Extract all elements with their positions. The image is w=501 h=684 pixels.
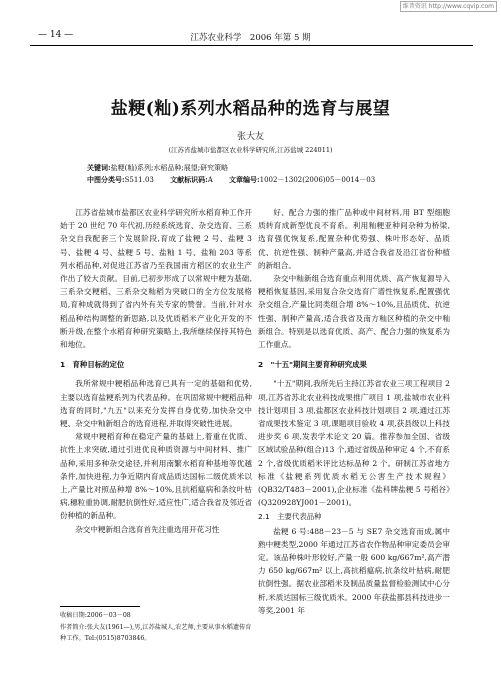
article-no-value: 1002－1302(2006)05－0014－03 xyxy=(259,176,376,184)
article-title: 盐粳(籼)系列水稻品种的选育与展望 xyxy=(110,99,391,119)
paragraph: 杂交中粳新组合选育首先注重选用开花习性 xyxy=(75,524,220,534)
paragraph: 我所常规中粳稻品种选育已具有一定的基础和优势,主要以选育盐粳系列为代表品种。在巩固常规中粳稻品种选育的同时,"九五"以来充分发挥自身优势,加快杂交中粳、杂交中籼新组合的选育进程,并取得突破性进展。 xyxy=(60,379,252,429)
paragraph: "十五"期间,我所先后主持江苏省农业三项工程项目 2 项,江苏省苏北农业科技成果推广项目 1 项,盐城市农业科技计划项目 3 项,盐都区农业科技计划项目 2 项,通过江苏省成果技术鉴定 3 项,课题项目验收 4 项,获县级以上科技进步奖 6 项,发表学术论文 20 篇。推荐参加全国、省级区域试验品种(组合)13 个,通过省级品种审定 4 个,不育系 2 个,省级优质稻米评比达标品种 2 个。研制江苏省地方标准《盐粳系列优质水稻无公害生产技术规程》(QB32/T483－2001),企业标准《盐科牌盐粳 5 号稻谷》(Q320928YJ001－2001)。 xyxy=(258,379,450,508)
keywords-line xyxy=(87,163,228,173)
left-column xyxy=(60,206,252,536)
watermark: 维普资讯 http://www.cqvip.com xyxy=(400,1,497,12)
received-date: 收稿日期:2006－03－08 xyxy=(60,612,131,619)
paragraph: 杂交中籼新组合选育重点利用优质、高产恢复源导入粳稻恢复基因,采用复合杂交选育广谱性恢复系,配置强优杂交组合,产量比同类组合增 8%～10%,且品质优、抗逆性强、制种产量高,适合我省及南方籼区种植的杂交中籼新组合。特别是以选育优质、高产、配合力强的恢复系为工作重点。 xyxy=(258,274,450,350)
paragraph: 盐粳 6 号:488－23－5 与 SE7 杂交选育而成,属中熟中粳类型,2000 年通过江苏省农作物品种审定委员会审定。该品种株叶形较好,产量一般 600 kg/667m²,高产潜力 650 kg/667m² 以上,高抗稻瘟病,抗条纹叶枯病,耐肥抗倒性强。据农业部稻米及制品质量监督检验测试中心分析,米质达国标三级优质米。2000 年获盐都县科技进步一等奖,2001 年 xyxy=(258,526,450,615)
affiliation: (江苏省盐城市盐都区农业科学研究所,江苏盐城 224011) xyxy=(168,146,333,154)
footnote xyxy=(60,610,255,645)
keywords-label: 关键词: xyxy=(87,163,111,172)
section-heading-1: 1 育种目标的定位 xyxy=(60,360,125,370)
subsection-heading-2-1: 2.1 主要代表品种 xyxy=(258,512,322,522)
doc-code-label: 文献标识码: xyxy=(170,175,208,184)
header-rule xyxy=(30,45,473,46)
paragraph: 好、配合力强的推广品种或中间材料,用 BT 型细胞质转育成新型优良不育系。利用籼粳亚种间杂种为桥梁,选育强优恢复系,配置杂种优势强、株叶形态好、品质优、抗逆性强、制种产量高,并适合我省及沿江省份种植的新组合。 xyxy=(258,208,450,270)
footnote-rule xyxy=(60,606,140,607)
article-no-group xyxy=(229,176,375,184)
doc-code-value: A xyxy=(207,176,213,184)
keywords: 盐粳(籼)系列;水稻品种;展望;研究策略 xyxy=(110,164,229,172)
classification-line xyxy=(87,175,389,185)
doc-code-group xyxy=(170,176,213,184)
page-number: — 14 — xyxy=(38,30,74,40)
clc-group xyxy=(87,176,154,184)
intro-paragraph: 江苏省盐城市盐都区农业科学研究所水稻育种工作开始于 20 世纪 70 年代初,历经系统选育、杂交选育、三系杂交自我配套三个发展阶段,育成了盐粳 2 号、盐粳 3 号、盐粳 4 号、盐粳 5 号、盐籼 1 号、盐籼 203 等系列水稻品种,对促进江苏省乃至我国南方稻区的农业生产作出了较大贡献。目前,已初步形成了以常规中粳为基础,三系杂交粳稻、三系杂交籼稻为突破口的全方位发展格局,育种成就得到了省内外有关专家的赞誉。当前,针对水稻品种结构调整的新思路,以及优质稻米产业化开发的不断升级,在整个水稻育种研究策略上,我所继续保持其特色和地位。 xyxy=(60,208,252,350)
right-column xyxy=(258,206,450,617)
clc-label: 中图分类号: xyxy=(87,175,125,184)
author: 张大友 xyxy=(236,132,264,142)
journal-header: 江苏农业科学 2006 年第 5 期 xyxy=(190,33,311,43)
clc-value: S511.03 xyxy=(124,176,154,184)
article-no-label: 文章编号: xyxy=(229,175,260,184)
section-heading-2: 2 "十五"期间主要育种研究成果 xyxy=(258,360,367,370)
author-bio: 作者简介:张大友(1961—),男,江苏盐城人,农艺师,主要从事水稻遗传育种工作。Tel:(0515)8703846。 xyxy=(60,623,252,642)
paragraph: 常规中粳稻育种在稳定产量的基础上,着重在优质、抗性上求突破,通过引进优良种质资源与中间材料、推广品种,采用多种杂交途径,并利用南繁水稻育种基地等优越条件,加快进程,力争近期内育成品质达国标二级优质米以上,产量比对照品种增 8%～10%,且抗稻瘟病和条纹叶枯病,穗粒重协调,耐肥抗倒性好,适应性广,适合我省及邻近省份种植的新品种。 xyxy=(60,432,252,521)
